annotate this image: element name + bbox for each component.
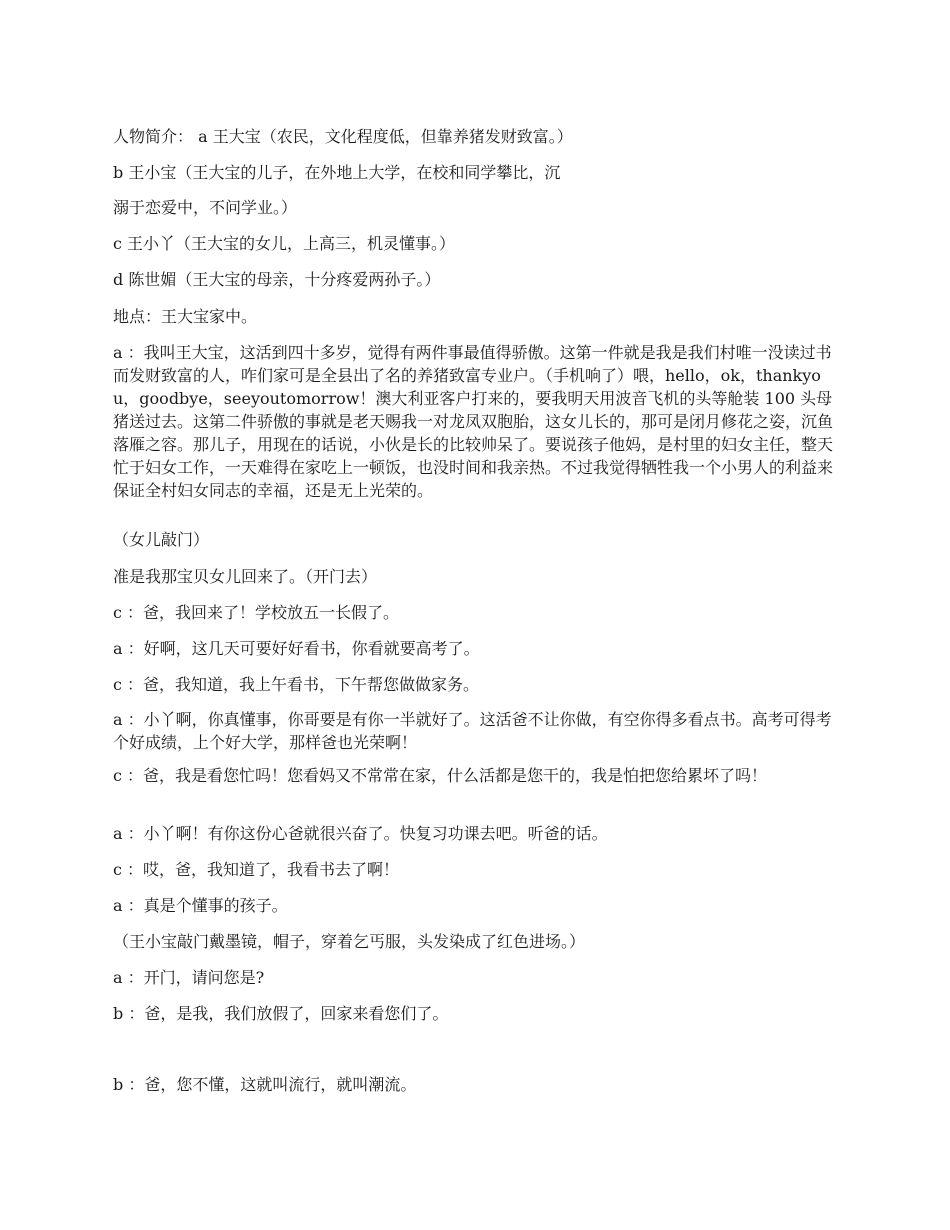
stage-direction: （王小宝敲门戴墨镜，帽子，穿着乞丐服，头发染成了红色进场。） (113, 932, 586, 951)
character-intro-b: b 王小宝（王大宝的儿子，在外地上大学，在校和同学攀比，沉 (113, 163, 561, 182)
dialogue-line: a ：小丫啊，你真懂事，你哥要是有你一半就好了。这活爸不让你做，有空你得多看点书。高考可得考个好成绩，上个好大学，那样爸也光荣啊！ (113, 710, 832, 752)
character-intro-d: d 陈世媚（王大宝的母亲，十分疼爱两孙子。） (113, 270, 441, 289)
character-intro-c: c 王小丫（王大宝的女儿，上高三，机灵懂事。） (113, 234, 456, 253)
dialogue-line: a ：小丫啊！有你这份心爸就很兴奋了。快复习功课去吧。听爸的话。 (113, 824, 608, 843)
stage-direction: （女儿敲门） (113, 530, 210, 549)
dialogue-line: b ：爸，您不懂，这就叫流行，就叫潮流。 (113, 1075, 417, 1094)
dialogue-line: a ：开门，请问您是? (113, 968, 265, 987)
dialogue-line: 准是我那宝贝女儿回来了。（开门去） (113, 567, 378, 586)
location-line: 地点：王大宝家中。 (113, 307, 258, 326)
dialogue-line: b ：爸，是我，我们放假了，回家来看您们了。 (113, 1004, 449, 1023)
dialogue-line: a ：真是个懂事的孩子。 (113, 896, 288, 915)
dialogue-line: a ：好啊，这几天可要好好看书，你看就要高考了。 (113, 639, 480, 658)
monologue-paragraph: a ：我叫王大宝，这活到四十多岁，觉得有两件事最值得骄傲。这第一件就是我是我们村唯一没读过书而发财致富的人，咋们家可是全县出了名的养猪致富专业户。（手机响了）喂，hello，ok，thankyou，goodbye，seeyoutomorrow！澳大利亚客户打来的，要我明天用波音飞机的头等舱装 100 头母猪送过去。这第二件骄傲的事就是老天赐我一对龙凤双胞胎，这女儿长的，那可是闭月修花之姿，沉鱼落雁之容。那儿子，用现在的话说，小伙是长的比较帅呆了。要说孩子他妈，是村里的妇女主任，整天忙于妇女工作，一天难得在家吃上一顿饭，也没时间和我亲热。不过我觉得牺牲我一个小男人的利益来保证全村妇女同志的幸福，还是无上光荣的。 (113, 343, 834, 500)
character-intro-a: 人物简介： a 王大宝（农民，文化程度低，但靠养猪发财致富。） (113, 127, 573, 146)
dialogue-line: c ：哎，爸，我知道了，我看书去了啊！ (113, 860, 400, 879)
character-intro-b-continued: 溺于恋爱中，不问学业。） (113, 198, 298, 217)
dialogue-line: c ：爸，我回来了！学校放五一长假了。 (113, 603, 400, 622)
dialogue-line: c ：爸，我知道，我上午看书，下午帮您做做家务。 (113, 675, 480, 694)
dialogue-line: c ：爸，我是看您忙吗！您看妈又不常常在家，什么活都是您干的，我是怕把您给累坏了吗！ (113, 766, 768, 785)
